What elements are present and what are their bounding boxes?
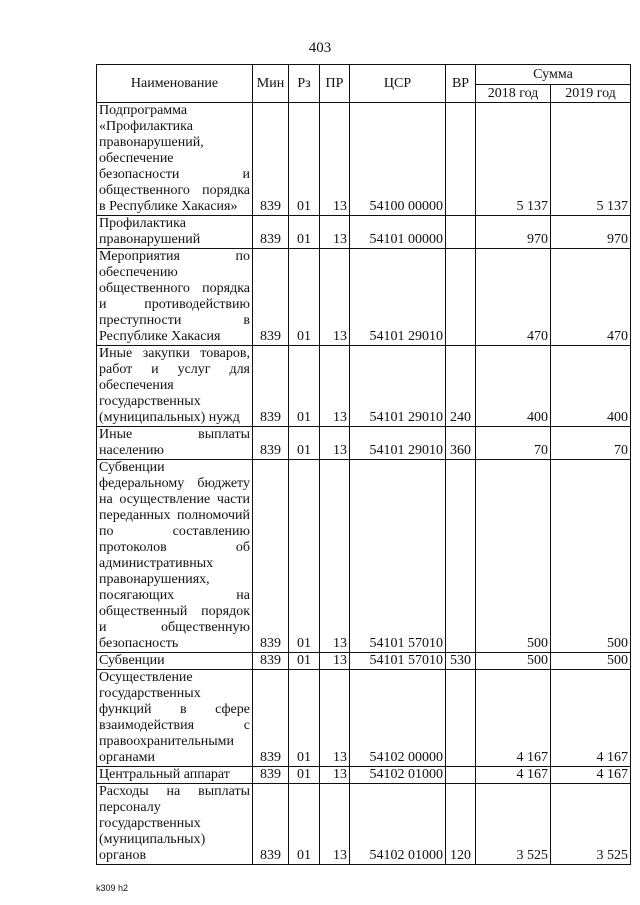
row-pr: 13 xyxy=(320,103,350,216)
row-csr: 54102 01000 xyxy=(350,784,446,865)
row-2019: 5 137 xyxy=(551,103,631,216)
table-row xyxy=(97,670,631,767)
row-vr xyxy=(446,216,476,249)
table-row xyxy=(97,653,631,670)
row-csr: 54101 00000 xyxy=(350,216,446,249)
table-row xyxy=(97,427,631,460)
row-vr: 530 xyxy=(446,653,476,670)
row-rz: 01 xyxy=(289,249,320,346)
row-vr: 240 xyxy=(446,346,476,427)
row-pr: 13 xyxy=(320,670,350,767)
row-2019: 470 xyxy=(551,249,631,346)
row-2019: 500 xyxy=(551,653,631,670)
row-vr xyxy=(446,103,476,216)
page-number: 403 xyxy=(308,40,332,56)
row-2018: 4 167 xyxy=(476,767,551,784)
row-2018: 400 xyxy=(476,346,551,427)
header-name: Наименование xyxy=(97,65,253,103)
row-name: Расходы на выплаты персоналу государственных (муниципальных) органов xyxy=(97,784,253,865)
row-2019: 4 167 xyxy=(551,670,631,767)
row-2019: 500 xyxy=(551,460,631,653)
row-rz: 01 xyxy=(289,427,320,460)
table-row xyxy=(97,460,631,653)
row-rz: 01 xyxy=(289,767,320,784)
row-min: 839 xyxy=(253,784,289,865)
row-pr: 13 xyxy=(320,427,350,460)
row-rz: 01 xyxy=(289,670,320,767)
row-csr: 54101 57010 xyxy=(350,653,446,670)
row-vr: 360 xyxy=(446,427,476,460)
row-csr: 54101 29010 xyxy=(350,427,446,460)
header-pr: ПР xyxy=(320,65,350,103)
budget-table xyxy=(96,64,631,865)
header-csr: ЦСР xyxy=(350,65,446,103)
row-min: 839 xyxy=(253,103,289,216)
row-csr: 54101 57010 xyxy=(350,460,446,653)
row-csr: 54102 00000 xyxy=(350,670,446,767)
row-2018: 500 xyxy=(476,460,551,653)
row-2018: 5 137 xyxy=(476,103,551,216)
row-min: 839 xyxy=(253,653,289,670)
row-rz: 01 xyxy=(289,784,320,865)
table-row xyxy=(97,216,631,249)
row-rz: 01 xyxy=(289,103,320,216)
row-csr: 54101 29010 xyxy=(350,346,446,427)
row-name: Центральный аппарат xyxy=(97,767,253,784)
row-name: Мероприятия по обеспечению общественного порядка и противодействию преступности в Республике Хакасия xyxy=(97,249,253,346)
table-row xyxy=(97,103,631,216)
row-min: 839 xyxy=(253,460,289,653)
row-pr: 13 xyxy=(320,767,350,784)
row-vr xyxy=(446,460,476,653)
row-pr: 13 xyxy=(320,460,350,653)
row-pr: 13 xyxy=(320,346,350,427)
row-2019: 4 167 xyxy=(551,767,631,784)
row-name: Иные закупки товаров, работ и услуг для обеспечения государственных (муниципальных) нужд xyxy=(97,346,253,427)
row-min: 839 xyxy=(253,767,289,784)
row-name: Подпрограмма «Профилактика правонарушений, обеспечение безопасности и общественного порядка в Республике Хакасия» xyxy=(97,103,253,216)
row-min: 839 xyxy=(253,427,289,460)
row-min: 839 xyxy=(253,249,289,346)
header-vr: ВР xyxy=(446,65,476,103)
row-2018: 470 xyxy=(476,249,551,346)
row-csr: 54101 29010 xyxy=(350,249,446,346)
row-rz: 01 xyxy=(289,460,320,653)
header-rz: Рз xyxy=(289,65,320,103)
row-vr xyxy=(446,670,476,767)
row-min: 839 xyxy=(253,346,289,427)
row-csr: 54100 00000 xyxy=(350,103,446,216)
row-2019: 400 xyxy=(551,346,631,427)
row-2018: 500 xyxy=(476,653,551,670)
header-min: Мин xyxy=(253,65,289,103)
table-row xyxy=(97,767,631,784)
header-2019: 2019 год xyxy=(551,85,631,103)
row-min: 839 xyxy=(253,670,289,767)
row-name: Субвенции xyxy=(97,653,253,670)
row-2019: 70 xyxy=(551,427,631,460)
header-2018: 2018 год xyxy=(476,85,551,103)
row-rz: 01 xyxy=(289,346,320,427)
row-vr xyxy=(446,249,476,346)
row-name: Профилактика правонарушений xyxy=(97,216,253,249)
row-2018: 970 xyxy=(476,216,551,249)
row-rz: 01 xyxy=(289,653,320,670)
table-row xyxy=(97,249,631,346)
row-name: Иные выплаты населению xyxy=(97,427,253,460)
table-row xyxy=(97,346,631,427)
row-pr: 13 xyxy=(320,653,350,670)
row-pr: 13 xyxy=(320,216,350,249)
row-2018: 4 167 xyxy=(476,670,551,767)
row-csr: 54102 01000 xyxy=(350,767,446,784)
row-vr: 120 xyxy=(446,784,476,865)
row-vr xyxy=(446,767,476,784)
row-name: Осуществление государственных функций в сфере взаимодействия с правоохранительными органами xyxy=(97,670,253,767)
header-sum: Сумма xyxy=(476,65,631,85)
row-pr: 13 xyxy=(320,784,350,865)
row-name: Субвенции федеральному бюджету на осуществление части переданных полномочий по составлению протоколов об административных правонарушениях, посягающих на общественный порядок и общественную безопасность xyxy=(97,460,253,653)
table-row xyxy=(97,784,631,865)
row-min: 839 xyxy=(253,216,289,249)
row-pr: 13 xyxy=(320,249,350,346)
row-2018: 3 525 xyxy=(476,784,551,865)
row-rz: 01 xyxy=(289,216,320,249)
row-2019: 3 525 xyxy=(551,784,631,865)
row-2019: 970 xyxy=(551,216,631,249)
row-2018: 70 xyxy=(476,427,551,460)
footer-code: k309 h2 xyxy=(96,883,129,893)
